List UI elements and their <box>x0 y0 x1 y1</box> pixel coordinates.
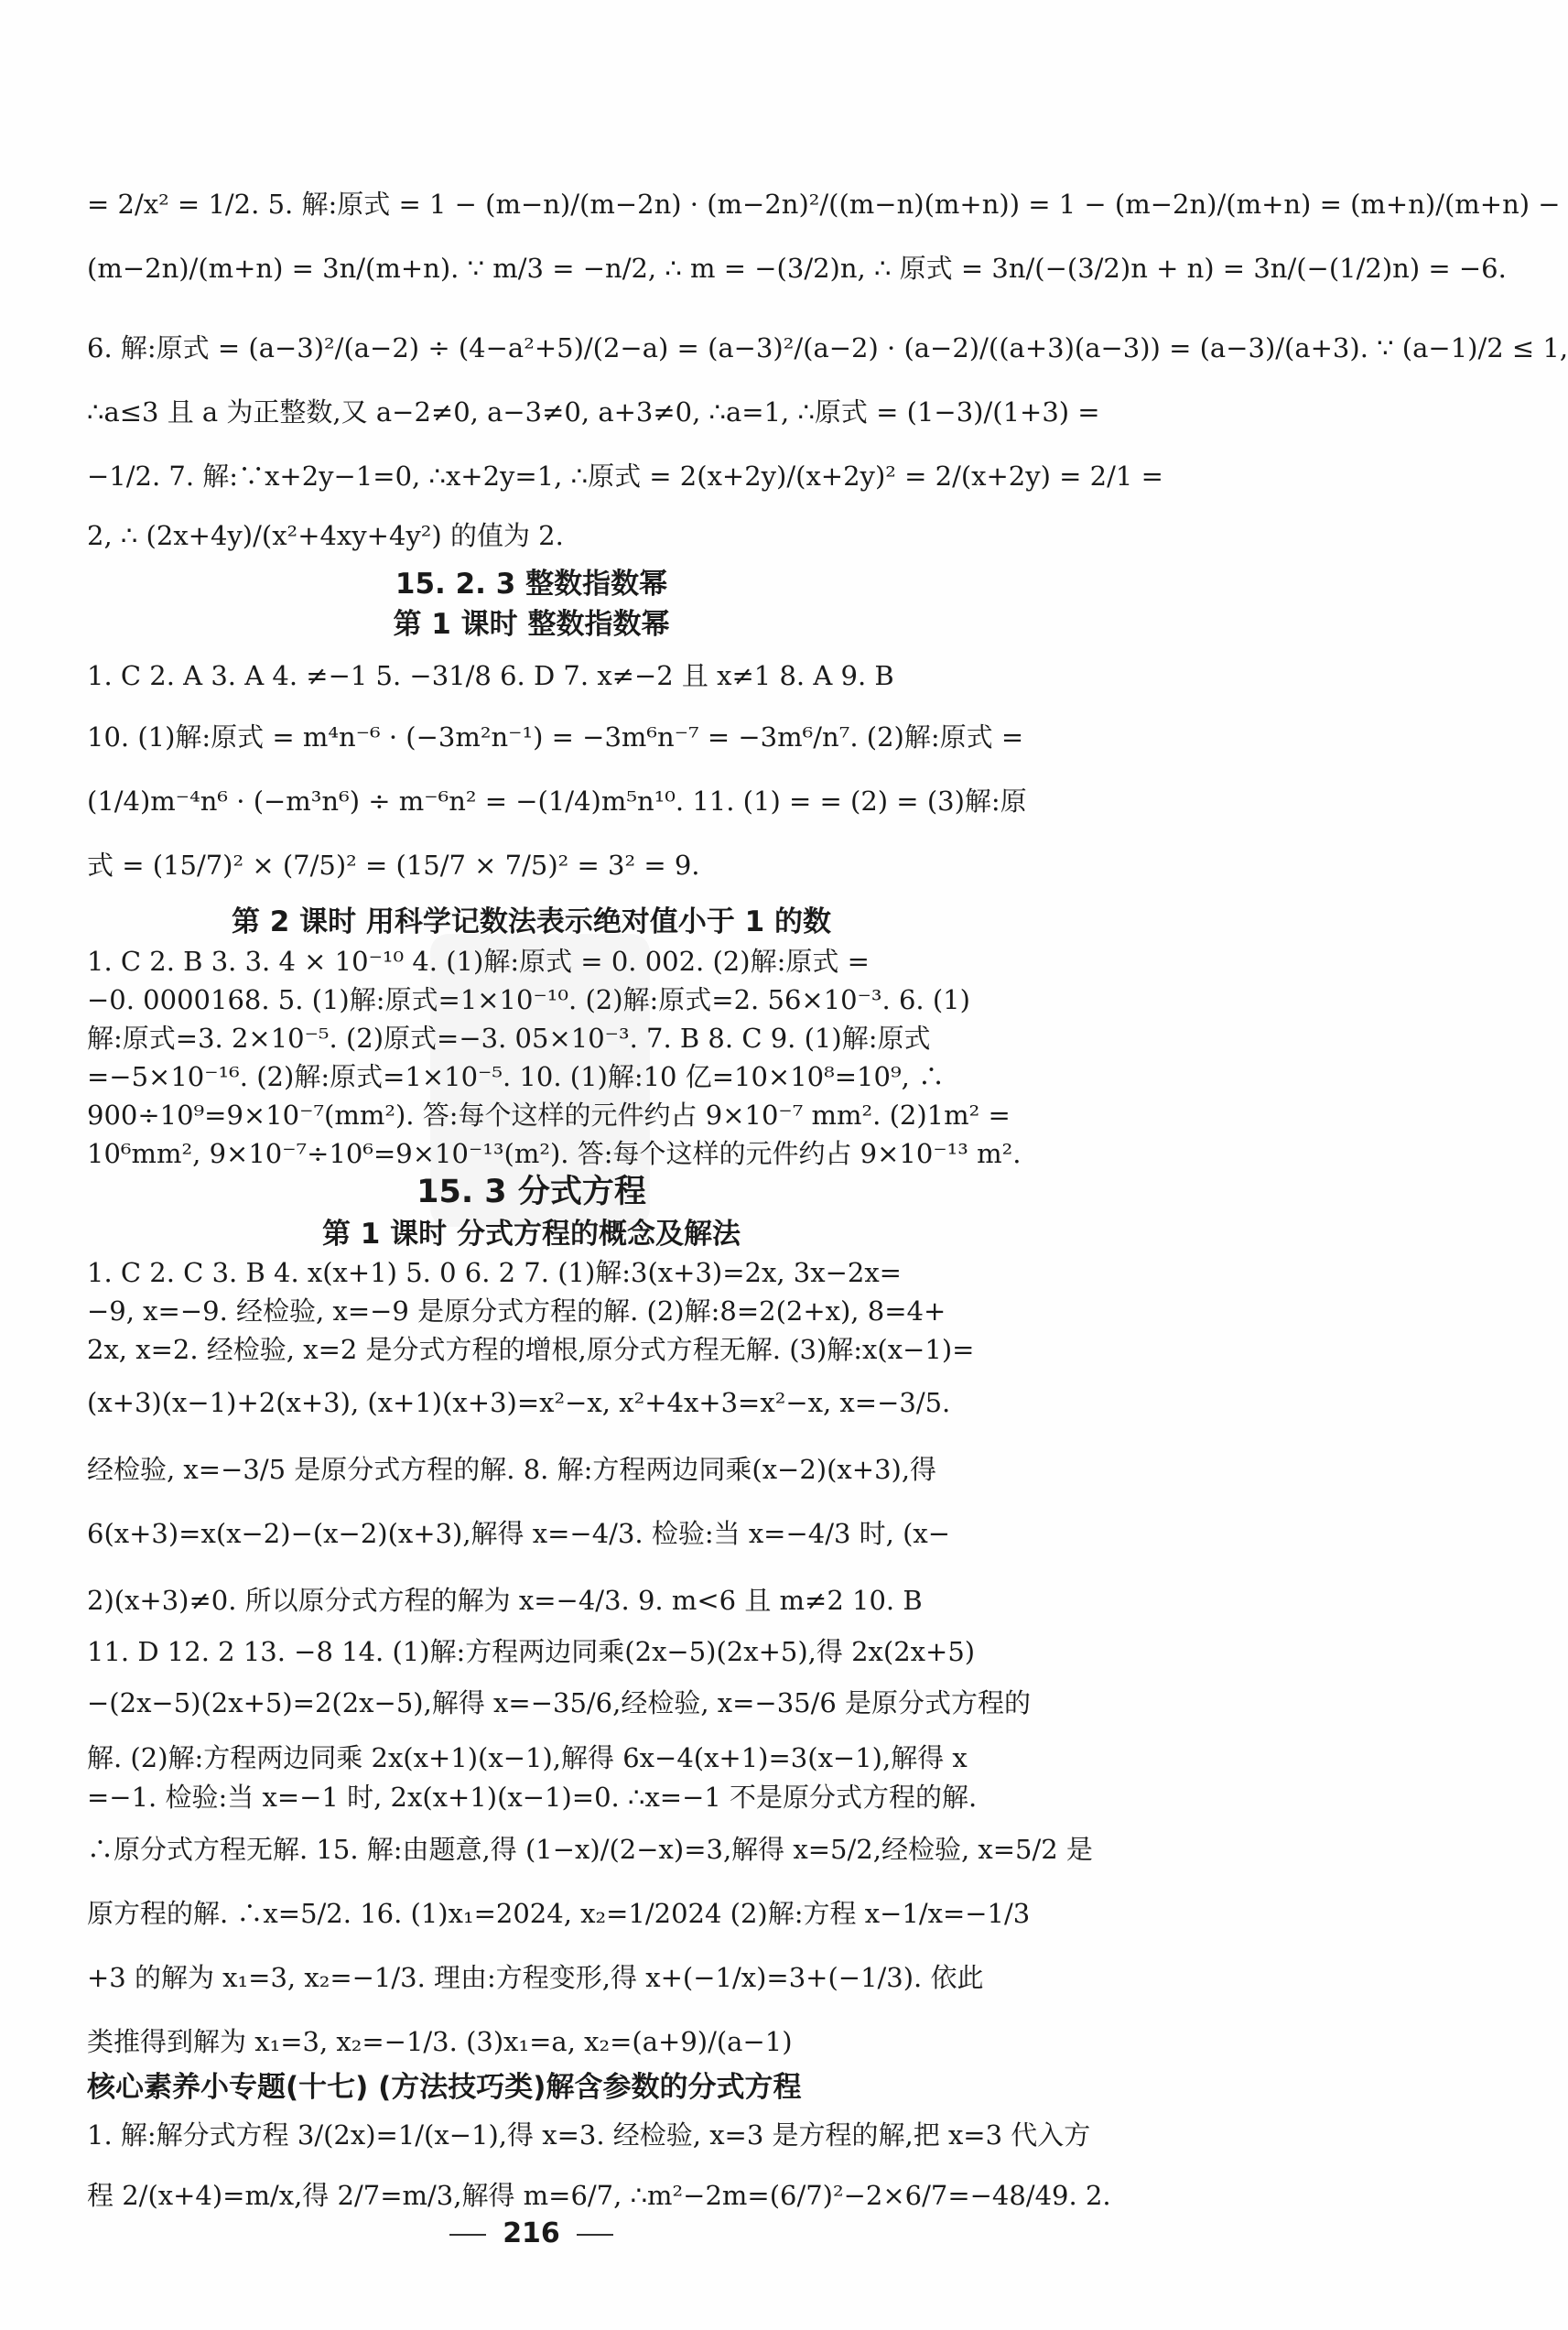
text-line: 11. D 12. 2 13. −8 14. (1)解:方程两边同乘(2x−5)(2x+5),得 2x(2x+5) <box>87 1636 976 1667</box>
page-number-dash <box>577 2234 613 2236</box>
text-line: 2x, x=2. 经检验, x=2 是分式方程的增根,原分式方程无解. (3)解:x(x−1)= <box>87 1334 975 1365</box>
text-line: −(2x−5)(2x+5)=2(2x−5),解得 x=−35/6,经检验, x=−35/6 是原分式方程的 <box>87 1687 1032 1718</box>
text-line: (x+3)(x−1)+2(x+3), (x+1)(x+3)=x²−x, x²+4x+3=x²−x, x=−3/5. <box>87 1387 951 1418</box>
text-line: 6. 解:原式 = (a−3)²/(a−2) ÷ (4−a²+5)/(2−a) = (a−3)²/(a−2) · (a−2)/((a+3)(a−3)) = (a−3)/(a+3). ∵ (a−1)/2 ≤ 1, <box>87 332 1568 363</box>
text-line: 1. C 2. B 3. 3. 4 × 10⁻¹⁰ 4. (1)解:原式 = 0. 002. (2)解:原式 = <box>87 946 870 977</box>
page-number-dash <box>449 2234 486 2236</box>
text-line: 程 2/(x+4)=m/x,得 2/7=m/3,解得 m=6/7, ∴m²−2m=(6/7)²−2×6/7=−48/49. 2. <box>87 2180 1111 2211</box>
text-line: 1. C 2. A 3. A 4. ≠−1 5. −31/8 6. D 7. x≠−2 且 x≠1 8. A 9. B <box>87 660 894 691</box>
text-line: ∴原分式方程无解. 15. 解:由题意,得 (1−x)/(2−x)=3,解得 x=5/2,经检验, x=5/2 是 <box>87 1834 1093 1865</box>
text-line: 经检验, x=−3/5 是原分式方程的解. 8. 解:方程两边同乘(x−2)(x+3),得 <box>87 1454 937 1485</box>
text-line: (1/4)m⁻⁴n⁶ · (−m³n⁶) ÷ m⁻⁶n² = −(1/4)m⁵n¹⁰. 11. (1) = = (2) = (3)解:原 <box>87 786 1027 817</box>
lesson-heading: 第 1 课时 整数指数幂 <box>393 608 670 641</box>
text-line: −9, x=−9. 经检验, x=−9 是原分式方程的解. (2)解:8=2(2+x), 8=4+ <box>87 1295 946 1327</box>
text-line: 6(x+3)=x(x−2)−(x−2)(x+3),解得 x=−4/3. 检验:当 x=−4/3 时, (x− <box>87 1518 951 1549</box>
page-number-value: 216 <box>503 2217 560 2249</box>
lesson-heading: 第 1 课时 分式方程的概念及解法 <box>322 1218 741 1251</box>
section-heading: 15. 3 分式方程 <box>416 1174 646 1210</box>
page-number <box>0 2216 1063 2252</box>
text-line: 式 = (15/7)² × (7/5)² = (15/7 × 7/5)² = 3² = 9. <box>87 850 700 881</box>
topic-heading: 核心素养小专题(十七) (方法技巧类)解含参数的分式方程 <box>87 2071 802 2104</box>
text-line: 2, ∴ (2x+4y)/(x²+4xy+4y²) 的值为 2. <box>87 520 564 551</box>
text-line: 解:原式=3. 2×10⁻⁵. (2)原式=−3. 05×10⁻³. 7. B 8. C 9. (1)解:原式 <box>87 1023 931 1054</box>
text-line: 类推得到解为 x₁=3, x₂=−1/3. (3)x₁=a, x₂=(a+9)/(a−1) <box>87 2026 793 2057</box>
text-line: −1/2. 7. 解:∵x+2y−1=0, ∴x+2y=1, ∴原式 = 2(x+2y)/(x+2y)² = 2/(x+2y) = 2/1 = <box>87 461 1163 492</box>
text-line: ∴a≤3 且 a 为正整数,又 a−2≠0, a−3≠0, a+3≠0, ∴a=1, ∴原式 = (1−3)/(1+3) = <box>87 396 1100 428</box>
text-line: 10⁶mm², 9×10⁻⁷÷10⁶=9×10⁻¹³(m²). 答:每个这样的元件约占 9×10⁻¹³ m². <box>87 1138 1022 1169</box>
text-line: (m−2n)/(m+n) = 3n/(m+n). ∵ m/3 = −n/2, ∴ m = −(3/2)n, ∴ 原式 = 3n/(−(3/2)n + n) = 3n/(−(1/2)n) = −6. <box>87 253 1507 284</box>
text-line: 解. (2)解:方程两边同乘 2x(x+1)(x−1),解得 6x−4(x+1)=3(x−1),解得 x <box>87 1742 968 1773</box>
text-line: 1. C 2. C 3. B 4. x(x+1) 5. 0 6. 2 7. (1)解:3(x+3)=2x, 3x−2x= <box>87 1257 902 1288</box>
section-heading: 15. 2. 3 整数指数幂 <box>395 568 668 601</box>
text-line: 2)(x+3)≠0. 所以原分式方程的解为 x=−4/3. 9. m<6 且 m≠2 10. B <box>87 1585 923 1616</box>
text-line: 原方程的解. ∴x=5/2. 16. (1)x₁=2024, x₂=1/2024 (2)解:方程 x−1/x=−1/3 <box>87 1898 1031 1929</box>
text-line: =−1. 检验:当 x=−1 时, 2x(x+1)(x−1)=0. ∴x=−1 不是原分式方程的解. <box>87 1782 978 1813</box>
text-line: =−5×10⁻¹⁶. (2)解:原式=1×10⁻⁵. 10. (1)解:10 亿=10×10⁸=10⁹, ∴ <box>87 1061 946 1092</box>
text-line: 10. (1)解:原式 = m⁴n⁻⁶ · (−3m²n⁻¹) = −3m⁶n⁻⁷ = −3m⁶/n⁷. (2)解:原式 = <box>87 721 1024 753</box>
lesson-heading: 第 2 课时 用科学记数法表示绝对值小于 1 的数 <box>231 905 832 938</box>
text-line: 900÷10⁹=9×10⁻⁷(mm²). 答:每个这样的元件约占 9×10⁻⁷ mm². (2)1m² = <box>87 1100 1011 1131</box>
text-line: 1. 解:解分式方程 3/(2x)=1/(x−1),得 x=3. 经检验, x=3 是方程的解,把 x=3 代入方 <box>87 2119 1091 2151</box>
text-line: = 2/x² = 1/2. 5. 解:原式 = 1 − (m−n)/(m−2n) · (m−2n)²/((m−n)(m+n)) = 1 − (m−2n)/(m+n) = (m+n)/(m+n) − <box>87 189 1561 220</box>
text-line: +3 的解为 x₁=3, x₂=−1/3. 理由:方程变形,得 x+(−1/x)=3+(−1/3). 依此 <box>87 1962 984 1993</box>
text-line: −0. 0000168. 5. (1)解:原式=1×10⁻¹⁰. (2)解:原式=2. 56×10⁻³. 6. (1) <box>87 984 970 1015</box>
